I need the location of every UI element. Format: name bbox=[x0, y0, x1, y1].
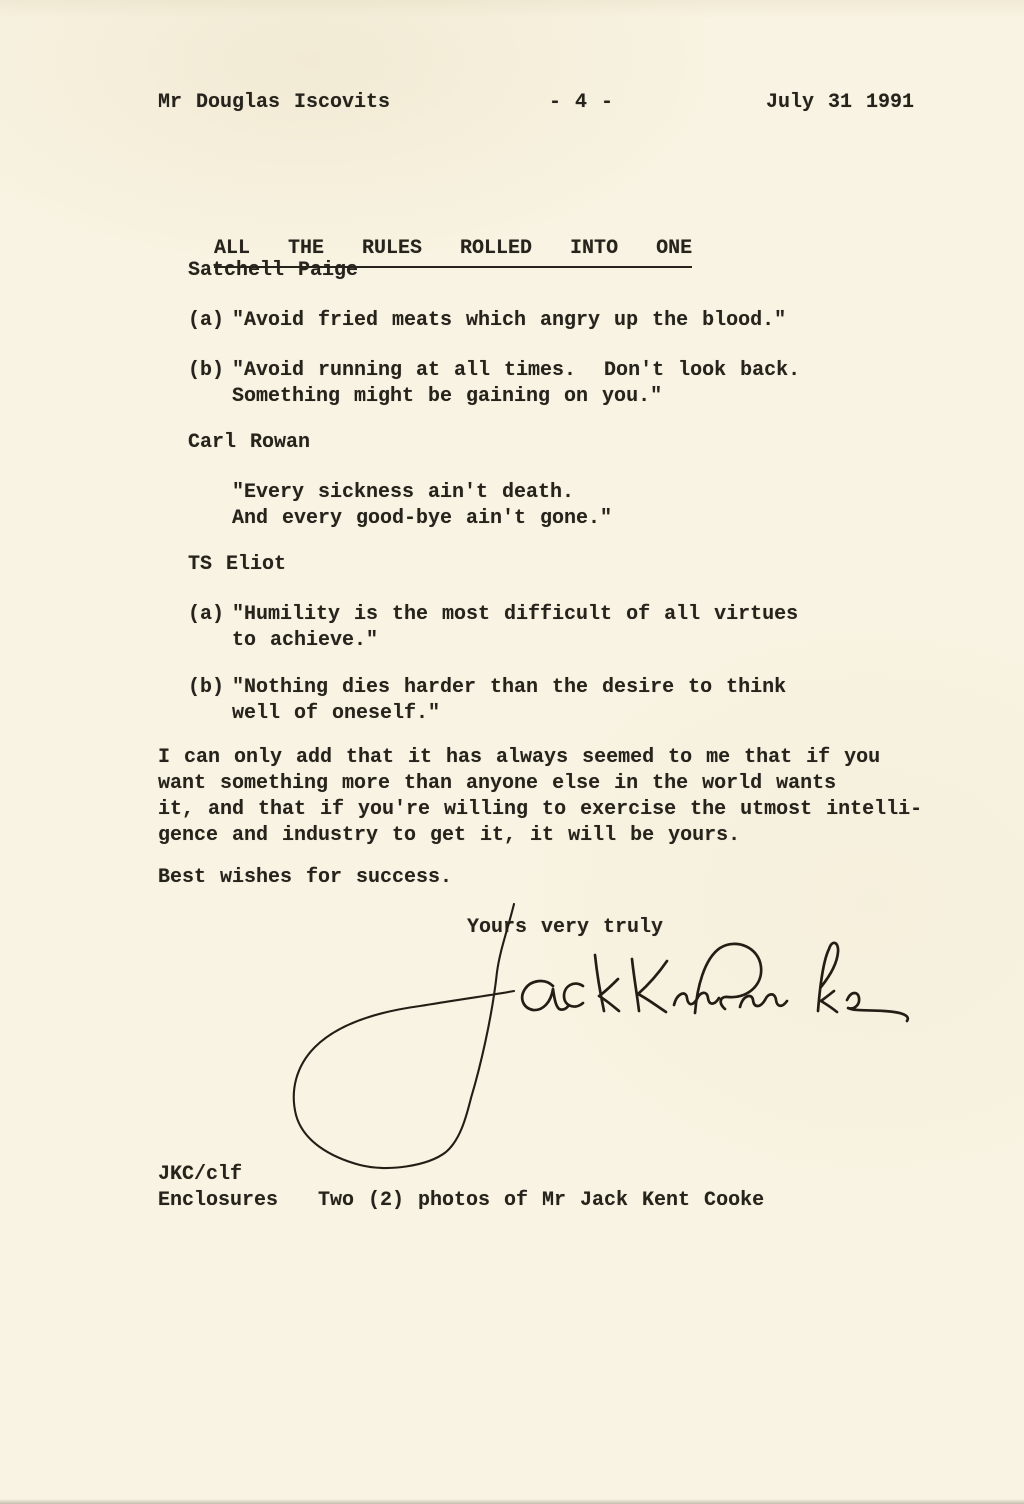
quote-line: Something might be gaining on you." bbox=[232, 385, 663, 408]
scan-edge bbox=[0, 1499, 1024, 1504]
subject-heading-text: ALL THE RULES ROLLED INTO ONE bbox=[214, 236, 692, 268]
quote-line: well of oneself." bbox=[232, 702, 441, 725]
typist-initials: JKC/clf bbox=[158, 1163, 243, 1186]
quote-line: "Avoid running at all times. Don't look back. bbox=[232, 359, 801, 382]
valediction: Yours very truly bbox=[467, 916, 664, 939]
signature-ink bbox=[270, 898, 930, 1188]
quote-line: "Nothing dies harder than the desire to think bbox=[232, 676, 787, 699]
quote-marker: (a) bbox=[188, 309, 225, 332]
enclosures-label: Enclosures bbox=[158, 1189, 279, 1212]
paragraph-line: want something more than anyone else in the world wants bbox=[158, 772, 837, 795]
paragraph-line: I can only add that it has always seemed to me that if you bbox=[158, 746, 881, 769]
page-number: - 4 - bbox=[549, 91, 614, 114]
letter-date: July 31 1991 bbox=[766, 91, 915, 114]
enclosures-text: Two (2) photos of Mr Jack Kent Cooke bbox=[318, 1189, 765, 1212]
paragraph-line: it, and that if you're willing to exercise the utmost intelli- bbox=[158, 798, 923, 821]
quote-marker: (b) bbox=[188, 359, 225, 382]
author-name-ts-eliot: TS Eliot bbox=[188, 553, 287, 576]
quote-line: "Humility is the most difficult of all virtues bbox=[232, 603, 799, 626]
quote-marker: (a) bbox=[188, 603, 225, 626]
quote-line: "Avoid fried meats which angry up the blood." bbox=[232, 309, 787, 332]
closing-line: Best wishes for success. bbox=[158, 866, 453, 889]
quote-marker: (b) bbox=[188, 676, 225, 699]
quote-line: And every good-bye ain't gone." bbox=[232, 507, 613, 530]
author-name-satchell-paige: Satchell Paige bbox=[188, 259, 359, 282]
author-name-carl-rowan: Carl Rowan bbox=[188, 431, 311, 454]
quote-line: "Every sickness ain't death. bbox=[232, 481, 575, 504]
paragraph-line: gence and industry to get it, it will be yours. bbox=[158, 824, 741, 847]
signature-jack-kent-cooke bbox=[270, 898, 930, 1188]
quote-line: to achieve." bbox=[232, 629, 379, 652]
recipient-name: Mr Douglas Iscovits bbox=[158, 91, 391, 114]
